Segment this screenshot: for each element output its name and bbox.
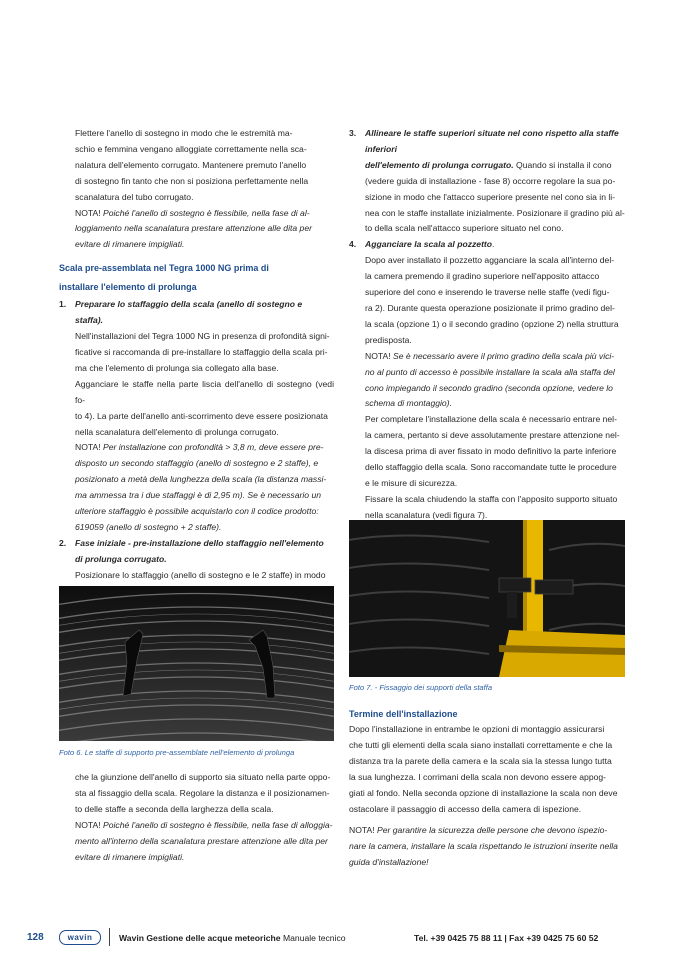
right-column-end <box>349 707 625 871</box>
step-number: 4. <box>349 239 357 250</box>
text-line: Per completare l'installazione della scala è necessario entrare nel- <box>365 414 617 425</box>
text-line: Fissare la scala chiudendo la staffa con l'apposito supporto situato <box>365 493 618 504</box>
step-title: inferiori <box>365 143 397 154</box>
text-line: to 4). La parte dell'anello anti-scorrimento deve essere posizionata <box>75 410 328 421</box>
text-line: schema di montaggio). <box>365 398 452 409</box>
text-line: disposto un secondo staffaggio (anello di sostegno e 2 staffe), e <box>75 458 319 469</box>
photo-6-caption: Foto 6. Le staffe di supporto pre-assemblate nell'elemento di prolunga <box>59 748 295 757</box>
text-line: Nell'installazioni del Tegra 1000 NG in presenza di profondità signi- <box>75 331 330 342</box>
text-line: sizione in modo che l'attacco superiore presente nel cono sia in li- <box>365 191 616 202</box>
text-line: to della scala nell'attacco superiore situato nel cono. <box>365 223 564 234</box>
text-line: posizionato a metà della lunghezza della scala (la distanza massi- <box>75 474 327 485</box>
step-3 <box>349 126 625 237</box>
footer-title-bold: Wavin Gestione delle acque meteoriche <box>119 933 281 943</box>
nota-1 <box>75 206 334 222</box>
text-line: cono impiegando il secondo gradino (seconda opzione, vedere lo <box>365 382 613 393</box>
text-line: la discesa prima di aver fissato in modo definitivo la parte inferiore <box>365 446 617 457</box>
section-heading: installare l'elemento di prolunga <box>59 282 197 293</box>
text-line: Poiché l'anello di sostegno è flessibile, nella fase di al- <box>100 207 310 218</box>
text-line: la camera, pertanto si deve assolutamente prestare attenzione nel- <box>365 430 620 441</box>
footer-title-rest: Manuale tecnico <box>282 933 346 943</box>
text-line: Se è necessario avere il primo gradino della scala più vici- <box>390 350 615 361</box>
text-line: evitare di rimanere impigliati. <box>75 239 185 250</box>
text-line: predisposta. <box>365 334 412 345</box>
text-line: ostacolare il passaggio di accesso della camera di ispezione. <box>349 803 582 814</box>
text-line: nea con le staffe installate inizialmente. Posizionare il gradino più al- <box>365 207 625 218</box>
step-title: di prolunga corrugato. <box>75 553 167 564</box>
text-line: ficative si raccomanda di pre-installare lo staffaggio della scala pri- <box>75 346 328 357</box>
text-line: Agganciare le staffe nella parte liscia dell'anello di sostegno (vedi fo- <box>75 378 334 405</box>
text-line: nare la camera, installare la scala rispettando le istruzioni inserite nella <box>349 841 618 852</box>
step-title: dell'elemento di prolunga corrugato. <box>365 159 514 170</box>
footer-contact: Tel. +39 0425 75 88 11 | Fax +39 0425 75 60 52 <box>414 933 599 943</box>
nota-3 <box>75 818 334 834</box>
text-line: ulteriore staffaggio è possibile acquistarlo con il codice prodotto: <box>75 506 319 517</box>
text-line: distanza tra la parete della camera e la scala sia la stessa lungo tutta <box>349 755 612 766</box>
text-line: ma che l'elemento di prolunga sia collegato alla base. <box>75 362 279 373</box>
step-4 <box>349 237 625 523</box>
text-line: Per garantire la sicurezza delle persone che devono ispezio- <box>374 825 608 836</box>
text-line: Dopo aver installato il pozzetto agganciare la scala all'interno del- <box>365 255 615 266</box>
text-line: dello staffaggio della scala. Sono raccomandate tutte le procedure <box>365 462 617 473</box>
wavin-logo: wavin <box>59 930 101 945</box>
text-line: e le misure di sicurezza. <box>365 477 458 488</box>
text-line: . <box>492 239 495 250</box>
left-column-continued <box>75 770 334 865</box>
footer-divider <box>109 928 110 946</box>
text-line: loggiamento nella scanalatura prestare attenzione alle dita per <box>75 223 312 234</box>
text-line: la camera premendo il gradino superiore nell'apposito attacco <box>365 271 600 282</box>
text-line: mento all'interno della scanalatura prestare attenzione alle dita per <box>75 835 328 846</box>
step-title: Agganciare la scala al pozzetto <box>365 239 493 250</box>
text-line: la scala (opzione 1) o il secondo gradino (opzione 2) nella struttura <box>365 318 619 329</box>
text-line: schio e femmina vengano alloggiate correttamente nella sca- <box>75 143 307 154</box>
text-line: ma ammessa tra i due staffaggi è di 2,95 m). Se è necessario un <box>75 490 322 501</box>
nota-2 <box>75 440 334 456</box>
page-footer <box>0 924 677 952</box>
text-line: nalatura dell'elemento corrugato. Mantenere premuto l'anello <box>75 159 307 170</box>
text-line: Flettere l'anello di sostegno in modo che le estremità ma- <box>75 128 293 138</box>
corrugated-pipe-photo <box>59 586 334 741</box>
text-line: che la giunzione dell'anello di supporto sia situato nella parte oppo- <box>75 772 331 782</box>
step-1 <box>59 297 334 536</box>
text-line: Posizionare lo staffaggio (anello di sostegno e le 2 staffe) in modo <box>75 569 326 580</box>
text-line: guida d'installazione! <box>349 857 429 868</box>
step-title: staffa). <box>75 315 104 326</box>
step-title: Fase iniziale - pre-installazione dello staffaggio nell'elemento <box>75 537 324 548</box>
text-line: Poiché l'anello di sostegno è flessibile, nella fase di alloggia- <box>100 819 333 830</box>
text-line: evitare di rimanere impigliati. <box>75 851 185 862</box>
nota-label: NOTA! <box>349 825 375 836</box>
text-line: Quando si installa il cono <box>513 159 612 170</box>
step-3-title-line <box>365 158 625 174</box>
text-line: scanalatura del tubo corrugato. <box>75 191 194 202</box>
text-line: Dopo l'installazione in entrambe le opzioni di montaggio assicurarsi <box>349 724 605 734</box>
text-line: ra 2). Durante questa operazione posizionate il primo gradino del- <box>365 302 615 313</box>
text-line: no al punto di accesso è possibile installare la scala alla staffa del <box>365 366 615 377</box>
text-line: to delle staffe a seconda della larghezza della scala. <box>75 803 274 814</box>
text-line: che tutti gli elementi della scala siano installati correttamente e che la <box>349 739 613 750</box>
photo-7 <box>349 520 625 677</box>
intro-paragraph <box>59 126 334 253</box>
photo-7-caption: Foto 7. - Fissaggio dei supporti della staffa <box>349 683 493 692</box>
text-line: nella scanalatura dell'elemento di prolunga corrugato. <box>75 426 279 437</box>
section-heading: Termine dell'installazione <box>349 709 458 719</box>
text-line: di sostegno fin tanto che non si posiziona perfettamente nella <box>75 175 309 186</box>
right-column <box>349 126 625 524</box>
page-number: 128 <box>27 932 44 943</box>
text-line: giati al fondo. Nella seconda opzione di installazione la scala non deve <box>349 787 618 798</box>
nota-label: NOTA! <box>75 819 101 830</box>
text-line: superiore del cono e inserendo le traverse nelle staffe (vedi figu- <box>365 287 610 298</box>
step-title: Preparare lo staffaggio della scala (anello di sostegno e <box>75 299 303 310</box>
text-line: Per installazione con profondità > 3,8 m, deve essere pre- <box>100 442 324 453</box>
text-line: (vedere guida di installazione - fase 8) occorre regolare la sua po- <box>365 175 616 186</box>
text-line: sta al fissaggio della scala. Regolare la distanza e il posizionamen- <box>75 787 330 798</box>
nota-label: NOTA! <box>75 442 101 453</box>
left-column <box>59 126 334 615</box>
step-number: 2. <box>59 537 67 548</box>
step-number: 1. <box>59 299 67 310</box>
nota-5 <box>349 823 625 839</box>
footer-title <box>119 933 346 943</box>
step-title: Allineare le staffe superiori situate nel cono rispetto alla staffe <box>365 128 619 138</box>
nota-label: NOTA! <box>365 350 391 361</box>
step-number: 3. <box>349 128 357 138</box>
nota-4 <box>365 349 625 365</box>
text-line: la sua lunghezza. I corrimani della scala non devono essere appog- <box>349 771 607 782</box>
photo-6 <box>59 586 334 741</box>
step-4-title-line <box>365 237 625 253</box>
text-line: 619059 (anello di sostegno + 2 staffe). <box>75 521 222 532</box>
section-heading: Scala pre-assemblata nel Tegra 1000 NG prima di <box>59 263 269 274</box>
text-line: nella scanalatura (vedi figura 7). <box>365 509 488 520</box>
ladder-bracket-photo <box>349 520 625 677</box>
nota-label: NOTA! <box>75 207 101 218</box>
